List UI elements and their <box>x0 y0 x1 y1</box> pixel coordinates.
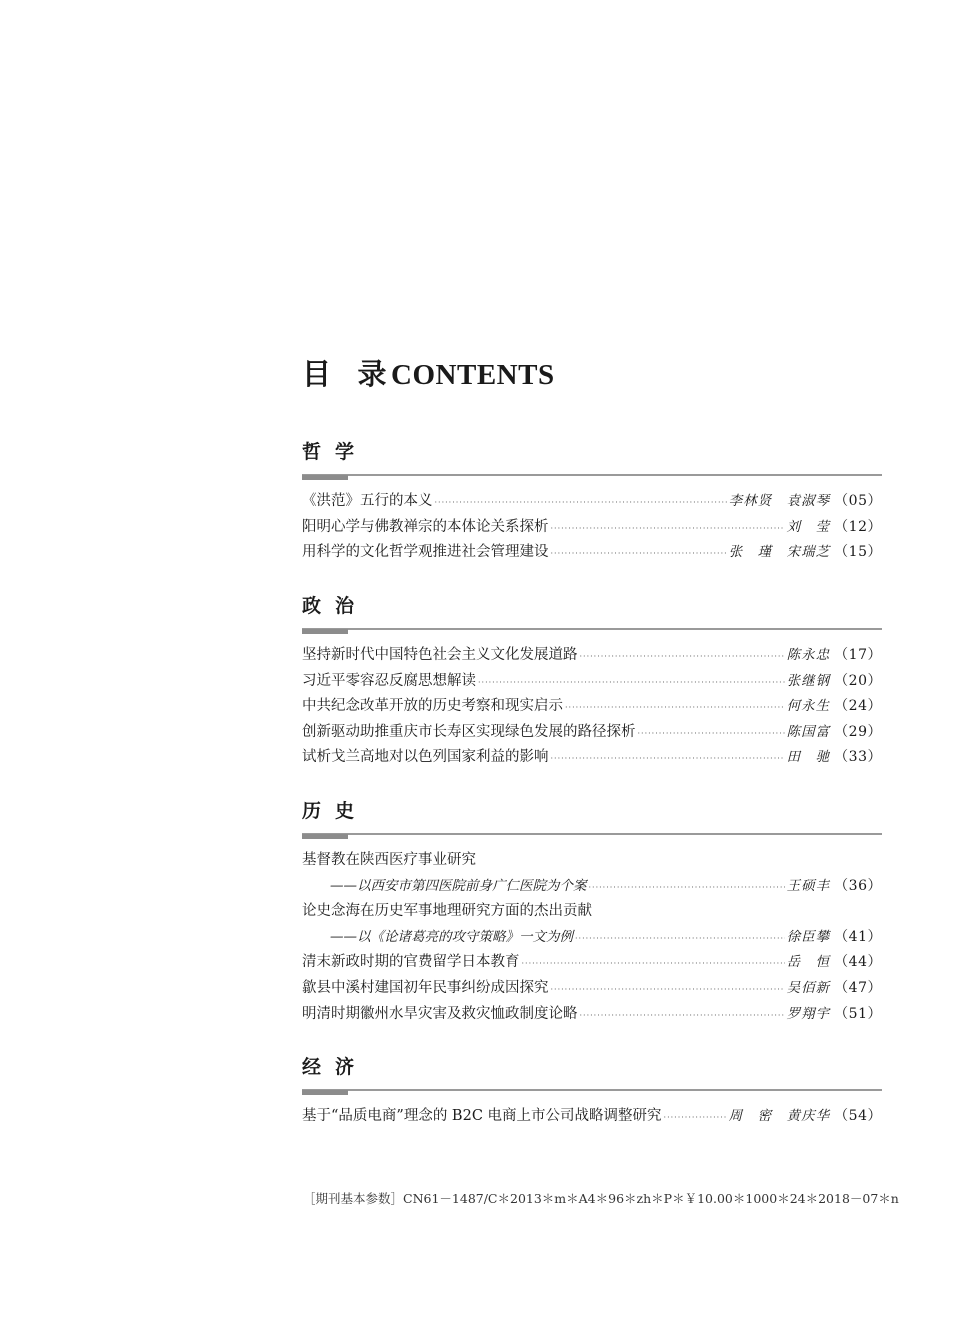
toc-entry[interactable] <box>302 1104 882 1130</box>
page-title-en: CONTENTS <box>391 359 555 391</box>
dot-leader <box>580 652 785 661</box>
entry-page: （12） <box>834 518 882 535</box>
dot-leader <box>565 703 785 712</box>
entry-title: 中共纪念改革开放的历史考察和现实启示 <box>302 698 563 715</box>
dot-leader <box>580 1011 785 1020</box>
toc-entry[interactable] <box>302 899 882 925</box>
entry-authors: 陈永忠 <box>786 647 831 663</box>
entry-title: 试析戈兰高地对以色列国家利益的影响 <box>302 749 549 766</box>
section-title: 哲学 <box>302 441 369 463</box>
entry-subtitle: ——以《论诸葛亮的攻守策略》一文为例 <box>330 928 573 945</box>
dot-leader <box>551 524 785 533</box>
entry-page: （54） <box>834 1108 882 1124</box>
entry-title: 用科学的文化哲学观推进社会管理建设 <box>302 544 549 561</box>
dot-leader <box>551 549 727 558</box>
entry-page: （24） <box>834 698 882 715</box>
toc-entry[interactable] <box>302 694 882 720</box>
entry-page: （36） <box>834 877 882 894</box>
entry-subtitle: ——以西安市第四医院前身广仁医院为个案 <box>330 877 587 894</box>
toc-entry[interactable] <box>302 643 882 669</box>
entry-authors: 田 驰 <box>786 749 831 766</box>
toc-entry[interactable] <box>302 848 882 874</box>
entry-authors: 张继钢 <box>786 672 831 689</box>
entry-page: （20） <box>834 672 882 689</box>
entry-page: （29） <box>834 723 882 740</box>
section-title: 历史 <box>302 800 369 822</box>
entry-page: （44） <box>834 954 882 971</box>
entry-authors: 刘 莹 <box>786 518 831 535</box>
entry-authors: 陈国富 <box>786 723 831 740</box>
section-philosophy <box>302 438 882 566</box>
entry-authors: 徐臣攀 <box>786 928 831 945</box>
entry-authors: 张 瑾 宋瑞芝 <box>728 544 831 561</box>
page-title-cn-1: 目 <box>302 357 332 391</box>
journal-parameters: ［期刊基本参数］CN61－1487/C＊2013＊m＊A4＊96＊zh＊P＊￥10.00＊1000＊24＊2018－07＊n <box>303 1191 899 1206</box>
entry-authors: 吴佰新 <box>786 979 831 996</box>
entry-page: （17） <box>834 647 882 663</box>
section-economics <box>302 1053 882 1130</box>
section-title: 政治 <box>302 595 369 617</box>
toc-entry-subtitle-line[interactable] <box>302 874 882 900</box>
entry-authors: 周 密 黄庆华 <box>728 1108 831 1124</box>
entry-title: 阳明心学与佛教禅宗的本体论关系探析 <box>302 518 549 535</box>
toc-entry[interactable] <box>302 1002 882 1028</box>
section-politics <box>302 592 882 771</box>
entry-authors: 李林贤 袁淑琴 <box>728 493 831 509</box>
toc-entry[interactable] <box>302 515 882 541</box>
dot-leader <box>522 959 785 968</box>
entry-authors: 罗翔宇 <box>786 1005 831 1022</box>
page-title <box>302 352 555 393</box>
toc-entry-subtitle-line[interactable] <box>302 925 882 951</box>
page-title-cn-2: 录 <box>357 357 388 391</box>
dot-leader <box>551 985 785 994</box>
section-divider <box>302 1089 882 1095</box>
section-divider <box>302 628 882 634</box>
toc-entry[interactable] <box>302 745 882 771</box>
toc-entry[interactable] <box>302 489 882 515</box>
dot-leader <box>435 498 727 507</box>
section-history <box>302 797 882 1027</box>
entry-page: （41） <box>834 928 882 945</box>
entry-title: 论史念海在历史军事地理研究方面的杰出贡献 <box>302 903 592 920</box>
entry-authors: 岳 恒 <box>786 954 831 971</box>
entry-page: （47） <box>834 979 882 996</box>
dot-leader <box>551 754 785 763</box>
entry-title: 《洪范》五行的本义 <box>302 493 433 509</box>
entry-page: （15） <box>834 544 882 561</box>
entry-title: 创新驱动助推重庆市长寿区实现绿色发展的路径探析 <box>302 723 636 740</box>
entry-title: 习近平零容忍反腐思想解读 <box>302 672 476 689</box>
toc-entry[interactable] <box>302 720 882 746</box>
entry-title: 清末新政时期的官费留学日本教育 <box>302 954 520 971</box>
entry-title: 歙县中溪村建国初年民事纠纷成因探究 <box>302 979 549 996</box>
entry-authors: 何永生 <box>786 698 831 715</box>
entry-page: （33） <box>834 749 882 766</box>
section-title: 经济 <box>302 1056 369 1078</box>
dot-leader <box>664 1113 727 1122</box>
dot-leader <box>575 934 785 943</box>
entry-authors: 王硕丰 <box>786 877 831 894</box>
entry-title: 明清时期徽州水旱灾害及救灾恤政制度论略 <box>302 1005 578 1022</box>
dot-leader <box>478 678 785 687</box>
entry-title: 基于“品质电商”理念的 B2C 电商上市公司战略调整研究 <box>302 1108 662 1124</box>
entry-title: 坚持新时代中国特色社会主义文化发展道路 <box>302 647 578 663</box>
section-divider <box>302 474 882 480</box>
entry-title: 基督教在陕西医疗事业研究 <box>302 852 476 868</box>
entry-page: （05） <box>834 493 882 509</box>
entry-page: （51） <box>834 1005 882 1022</box>
toc-entry[interactable] <box>302 976 882 1002</box>
toc-entry[interactable] <box>302 950 882 976</box>
section-divider <box>302 833 882 839</box>
toc-entry[interactable] <box>302 669 882 695</box>
dot-leader <box>589 883 785 892</box>
dot-leader <box>638 729 785 738</box>
toc-entry[interactable] <box>302 540 882 566</box>
